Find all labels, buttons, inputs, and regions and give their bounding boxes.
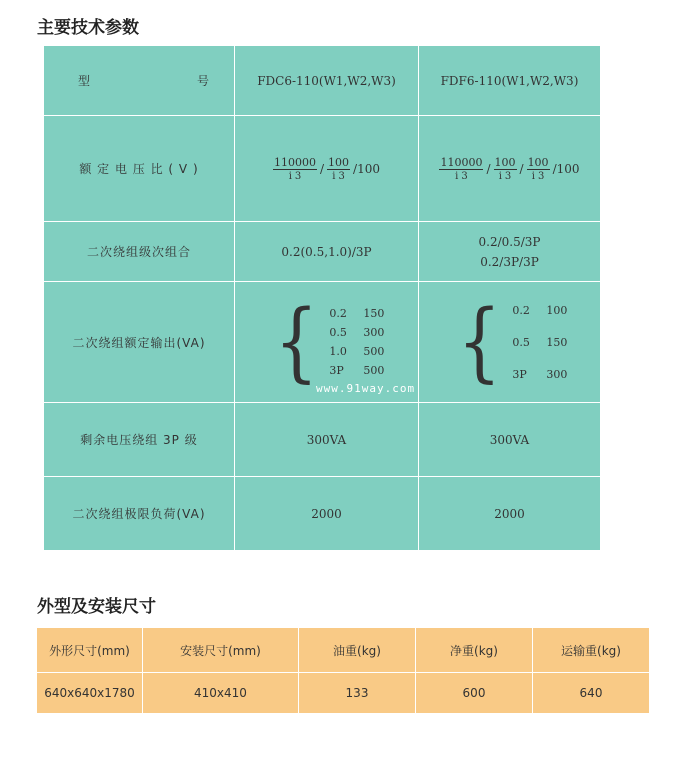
label-model-left: 型: [78, 74, 92, 88]
spec-table: [43, 45, 601, 551]
output-b: [419, 282, 601, 403]
limit-a: 2000: [235, 477, 419, 551]
ratio-b-num1: 110000: [440, 155, 483, 169]
output-row: [512, 368, 567, 381]
output-row: [329, 364, 384, 377]
model-b: FDF6-110(W1,W2,W3): [419, 46, 601, 116]
output-row: [512, 336, 567, 349]
ratio-b-den2-r: 3: [504, 170, 512, 182]
row-model: [44, 46, 601, 116]
ratio-b-den2-l: i: [498, 170, 502, 182]
limit-b: 2000: [419, 477, 601, 551]
label-ratio: 额 定 电 压 比 ( V ): [44, 116, 235, 222]
output-row: [329, 345, 384, 358]
accuracy-b-line1: 0.2/0.5/3P: [478, 234, 541, 249]
output-va: 100: [546, 303, 568, 317]
row-limit: [44, 477, 601, 551]
section-title-specs: 主要技术参数: [37, 18, 139, 38]
brace-icon: {: [457, 292, 501, 392]
label-model: [44, 46, 235, 116]
watermark: www.91way.com: [316, 382, 416, 395]
label-output: 二次绕组额定输出(VA): [44, 282, 235, 403]
output-va: 300: [546, 367, 568, 381]
ratio-a-den2-l: i: [332, 170, 336, 182]
dimensions-value-cell: 410x410: [143, 673, 299, 714]
output-va: 150: [363, 307, 385, 320]
ratio-b-slash1: /: [486, 162, 491, 176]
dimensions-header-cell: 安装尺寸(mm): [143, 628, 299, 673]
dimensions-value-cell: 640x640x1780: [37, 673, 143, 714]
ratio-a-den1-r: 3: [294, 170, 302, 182]
output-va: 500: [363, 345, 385, 358]
output-va: 300: [363, 326, 385, 339]
output-va: 500: [363, 364, 385, 377]
row-residual: [44, 403, 601, 477]
dimensions-value-cell: 133: [299, 673, 416, 714]
dimensions-header-cell: 净重(kg): [416, 628, 533, 673]
label-residual: 剩余电压绕组 3P 级: [44, 403, 235, 477]
residual-a: 300VA: [235, 403, 419, 477]
accuracy-b: [419, 222, 601, 282]
label-limit: 二次绕组极限负荷(VA): [44, 477, 235, 551]
dimensions-header-cell: 油重(kg): [299, 628, 416, 673]
ratio-a-tail: /100: [353, 162, 380, 176]
row-accuracy: [44, 222, 601, 282]
dimensions-header-cell: 外形尺寸(mm): [37, 628, 143, 673]
residual-b: 300VA: [419, 403, 601, 477]
output-class: 3P: [329, 364, 344, 377]
ratio-b-num3: 100: [527, 155, 549, 169]
output-row: [329, 326, 384, 339]
label-accuracy: 二次绕组级次组合: [44, 222, 235, 282]
output-list-a: [329, 307, 384, 377]
ratio-a-num1: 110000: [274, 155, 316, 169]
accuracy-b-line2: 0.2/3P/3P: [480, 254, 539, 269]
accuracy-a: 0.2(0.5,1.0)/3P: [235, 222, 419, 282]
ratio-b: [419, 116, 601, 222]
ratio-b-den1-l: i: [455, 170, 459, 182]
brace-icon: {: [274, 292, 318, 392]
section-title-dimensions: 外型及安装尺寸: [37, 597, 156, 617]
ratio-b-den3-l: i: [531, 170, 535, 182]
dimensions-value-cell: 600: [416, 673, 533, 714]
ratio-a-num2: 100: [328, 155, 350, 169]
dimensions-header-cell: 运输重(kg): [533, 628, 650, 673]
output-row: [329, 307, 384, 320]
ratio-a: [235, 116, 419, 222]
ratio-b-num2: 100: [494, 155, 516, 169]
output-list-b: [512, 304, 567, 381]
output-class: 0.5: [512, 335, 530, 349]
output-class: 0.2: [329, 307, 347, 320]
ratio-a-slash: /: [320, 162, 325, 176]
output-va: 150: [546, 335, 568, 349]
ratio-b-den3-r: 3: [537, 170, 545, 182]
ratio-b-slash2: /: [519, 162, 524, 176]
row-ratio: [44, 116, 601, 222]
ratio-a-den1-l: i: [288, 170, 292, 182]
output-class: 0.2: [512, 303, 530, 317]
dimensions-header-row: [37, 628, 650, 673]
output-class: 0.5: [329, 326, 347, 339]
output-class: 3P: [512, 367, 527, 381]
ratio-b-tail: /100: [552, 162, 580, 176]
ratio-b-den1-r: 3: [461, 170, 468, 182]
label-model-right: 号: [196, 74, 210, 88]
ratio-a-den2-r: 3: [338, 170, 345, 182]
output-class: 1.0: [329, 345, 347, 358]
dimensions-table: [36, 627, 650, 714]
model-a: FDC6-110(W1,W2,W3): [235, 46, 419, 116]
output-row: [512, 304, 567, 317]
dimensions-value-cell: 640: [533, 673, 650, 714]
dimensions-value-row: [37, 673, 650, 714]
